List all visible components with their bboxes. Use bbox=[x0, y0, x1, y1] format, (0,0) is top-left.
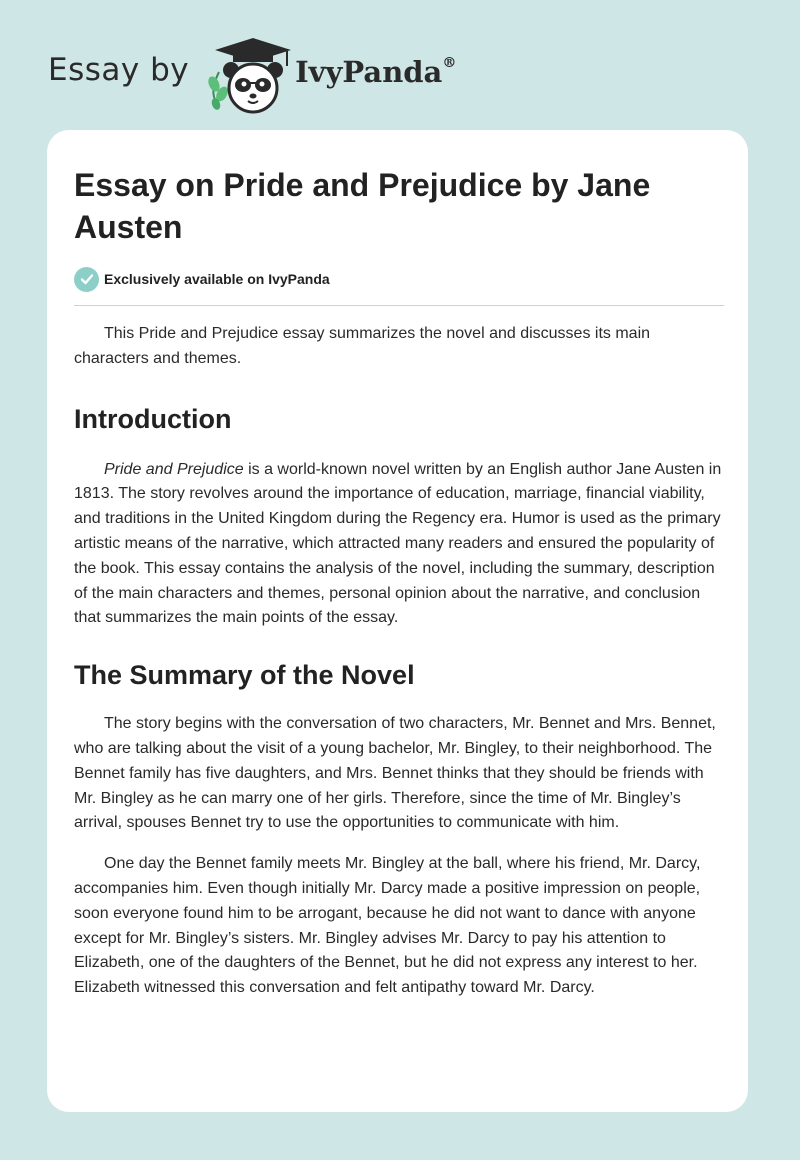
site-header bbox=[48, 36, 456, 116]
lead-paragraph: This Pride and Prejudice essay summarizes the novel and discusses its main characters and themes. bbox=[74, 325, 651, 367]
essay-by-label: Essay by bbox=[48, 52, 190, 88]
novel-title-italic: Pride and Prejudice bbox=[104, 460, 244, 478]
registered-mark: ® bbox=[442, 55, 457, 72]
section-heading-introduction: Introduction bbox=[74, 403, 232, 434]
summary-paragraph: One day the Bennet family meets Mr. Bingley at the ball, where his friend, Mr. Darcy, accompanies him. Even though initially Mr. Darcy made a positive impression on people, soon everyone found him to be arrogant, because he did not want to dance with anyone except for Mr. Bingley’s sisters. Mr. Bingley advises Mr. Darcy to pay his attention to Elizabeth, one of the daughters of the Bennet, but he did not express any interest to her. Elizabeth witnessed this conversation and felt antipathy toward Mr. Darcy. bbox=[74, 855, 701, 997]
divider bbox=[74, 305, 724, 306]
introduction-paragraph-text: is a world-known novel written by an English author Jane Austen in 1813. The story revolves around the importance of education, marriage, financial viability, and traditions in the United Kingdom during the Regency era. Humor is used as the primary artistic means of the narrative, which attracted many readers and ensured the popularity of the book. This essay contains the analysis of the novel, including the summary, description of the main characters and themes, personal opinion about the narrative, and conclusion that summarizes the main points of the essay. bbox=[74, 460, 722, 627]
panda-graduate-logo-icon[interactable] bbox=[203, 36, 293, 116]
brand-name-text: IvyPanda bbox=[295, 55, 443, 89]
section-heading-summary: The Summary of the Novel bbox=[74, 660, 415, 691]
introduction-paragraph bbox=[74, 458, 724, 632]
checkmark-icon bbox=[74, 267, 99, 292]
exclusive-badge-text: Exclusively available on IvyPanda bbox=[104, 271, 330, 287]
essay-card bbox=[47, 130, 748, 1112]
essay-content bbox=[74, 130, 724, 1001]
exclusive-badge bbox=[74, 266, 724, 292]
brand-name[interactable] bbox=[295, 55, 456, 89]
essay-title: Essay on Pride and Prejudice by Jane Austen bbox=[74, 167, 651, 245]
summary-paragraph: The story begins with the conversation of two characters, Mr. Bennet and Mrs. Bennet, who are talking about the visit of a young bachelor, Mr. Bingley, to their neighborhood. The Bennet family has five daughters, and Mrs. Bennet thinks that they should be friends with Mr. Bingley as he can marry one of her girls. Therefore, since the time of Mr. Bingley’s arrival, spouses Bennet try to use the opportunities to communicate with him. bbox=[74, 715, 716, 832]
